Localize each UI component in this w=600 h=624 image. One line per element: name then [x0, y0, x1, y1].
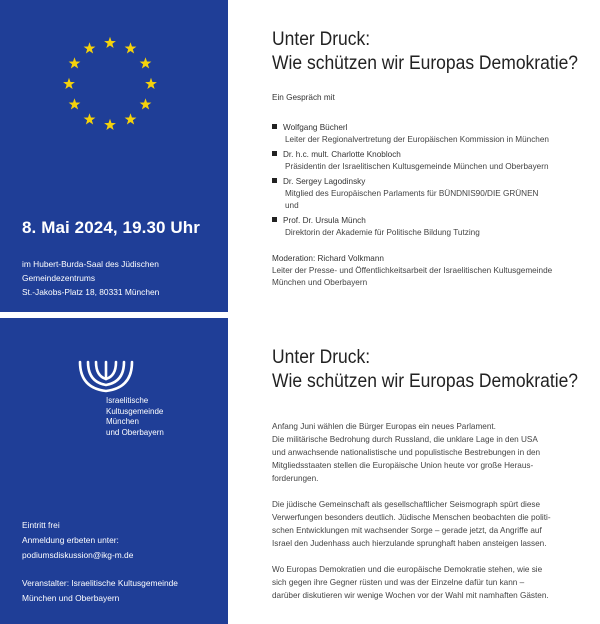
title-line: Unter Druck: [272, 347, 371, 368]
moderation-role: Leiter der Presse- und Öffentlichkeitsarbeit der Israelitischen Kultusgemeinde [272, 266, 553, 275]
text-line: Wo Europas Demokratien und die europäische Demokratie stehen, wie sie [272, 565, 543, 574]
participant-role: Leiter der Regionalvertretung der Europäischen Kommission in München [285, 135, 549, 144]
menorah-logo-icon [76, 358, 136, 398]
logo-line: München [106, 417, 139, 426]
eu-star-icon [84, 42, 96, 53]
text-line: sich gegen ihre Gegner rüsten und was der Einzelne dafür tun kann – [272, 578, 525, 587]
page-title-repeat [272, 346, 578, 394]
description-paragraph [272, 563, 592, 602]
participant-name: Dr. h.c. mult. Charlotte Knobloch [283, 150, 401, 159]
eu-star-icon [104, 37, 116, 48]
intro-text: Ein Gespräch mit [272, 93, 335, 102]
event-venue [22, 257, 228, 299]
text-line: Verwerfungen besonders deutlich. Jüdische Menschen beobachten die politi- [272, 513, 551, 522]
title-line: Wie schützen wir Europas Demokratie? [272, 53, 579, 74]
eu-star-icon [104, 119, 116, 130]
list-item [272, 215, 592, 239]
bullet-square-icon [272, 217, 277, 222]
text-line: und anwachsende nationalistische und populistische Bestrebungen in den [272, 448, 541, 457]
entry-note: Eintritt frei [22, 520, 60, 530]
organizer-panel [0, 318, 228, 624]
description-paragraph [272, 420, 592, 485]
text-line: darüber diskutieren wir wenige Wochen vor der Wahl mit namhaften Gästen. [272, 591, 549, 600]
participant-role: Präsidentin der Israelitischen Kultusgemeinde München und Oberbayern [285, 162, 549, 171]
event-info [22, 518, 178, 606]
moderation [272, 253, 592, 289]
list-item [272, 122, 592, 146]
eu-star-icon [140, 98, 152, 109]
bullet-square-icon [272, 151, 277, 156]
organizer-line: Veranstalter: Israelitische Kultusgemeinde [22, 578, 178, 588]
eu-star-icon [69, 57, 81, 68]
bullet-square-icon [272, 178, 277, 183]
registration-email[interactable]: podiumsdiskussion@ikg-m.de [22, 550, 134, 560]
text-line: Israel den Judenhass auch hierzulande sprunghaft haben ansteigen lassen. [272, 539, 547, 548]
description-section [272, 420, 592, 615]
eu-star-icon [84, 113, 96, 124]
participant-name: Dr. Sergey Lagodinsky [283, 177, 366, 186]
organizer-line: München und Oberbayern [22, 593, 120, 603]
participant-name: Wolfgang Bücherl [283, 123, 348, 132]
bullet-square-icon [272, 124, 277, 129]
eu-star-icon [69, 98, 81, 109]
list-item [272, 149, 592, 173]
eu-stars-icon [0, 0, 228, 140]
participant-role: Direktorin der Akademie für Politische Bildung Tutzing [285, 228, 480, 237]
text-line: Mitgliedsstaaten stellen die Europäische Union heute vor große Heraus- [272, 461, 534, 470]
description-paragraph [272, 498, 592, 550]
logo-line: Kultusgemeinde [106, 406, 164, 416]
text-line: Anfang Juni wählen die Bürger Europas ein neues Parlament. [272, 422, 496, 431]
page-title [272, 28, 578, 76]
participants-section [272, 93, 592, 289]
eu-star-icon [63, 78, 75, 89]
logo-line: Israelitische [106, 396, 149, 405]
registration-note: Anmeldung erbeten unter: [22, 535, 119, 545]
text-line: forderungen. [272, 474, 319, 483]
moderation-label: Moderation: Richard Volkmann [272, 254, 384, 263]
logo-line: und Oberbayern [106, 427, 164, 437]
participant-role: Mitglied des Europäischen Parlaments für BÜNDNIS90/DIE GRÜNEN [285, 189, 539, 198]
text-line: Die militärische Bedrohung durch Russland, die unklare Lage in den USA [272, 435, 538, 444]
title-line: Wie schützen wir Europas Demokratie? [272, 371, 579, 392]
title-line: Unter Druck: [272, 29, 371, 50]
conjunction-text: und [285, 201, 299, 210]
participant-list [272, 122, 592, 239]
eu-star-icon [125, 42, 137, 53]
moderation-role: München und Oberbayern [272, 278, 368, 287]
participant-name: Prof. Dr. Ursula Münch [283, 216, 366, 225]
venue-address: St.-Jakobs-Platz 18, 80331 München [22, 287, 160, 297]
text-line: Die jüdische Gemeinschaft als gesellschaftlicher Seismograph spürt diese [272, 500, 541, 509]
eu-star-icon [145, 78, 157, 89]
eu-star-icon [125, 113, 137, 124]
eu-flag-panel [0, 0, 228, 312]
venue-line: im Hubert-Burda-Saal des Jüdischen Gemeindezentrums [22, 259, 159, 283]
list-item [272, 176, 592, 212]
text-line: schen Entwicklungen mit wachsender Sorge – gerade jetzt, da Angriffe auf [272, 526, 542, 535]
eu-star-icon [140, 57, 152, 68]
event-date: 8. Mai 2024, 19.30 Uhr [22, 218, 200, 237]
logo-text [106, 396, 164, 438]
